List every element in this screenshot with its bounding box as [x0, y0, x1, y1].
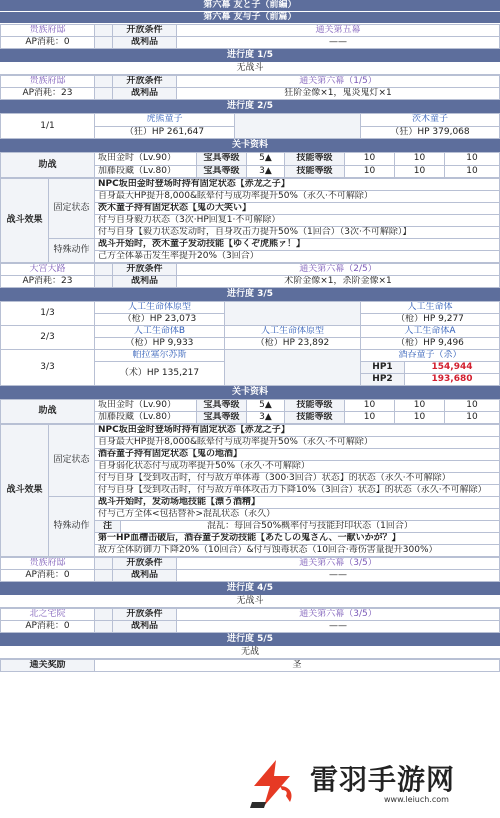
open-cond-label: 开放条件 [113, 609, 177, 621]
rewards-label: 战利品 [113, 570, 177, 582]
effect-line: 自身最大HP提升8,000&眩晕付与成功率提升50%（永久·不可解除） [95, 191, 500, 203]
battle-effect-label: 战斗效果 [1, 179, 49, 263]
open-cond-label: 开放条件 [113, 558, 177, 570]
enemy-hp: （枪）HP 9,933 [95, 338, 225, 350]
noble-level-label: 宝具等级 [197, 400, 247, 412]
chapter-title-jp: 第六幕 友と子（前編） [0, 0, 500, 12]
enemy-hp: （枪）HP 23,892 [225, 338, 361, 350]
effect-line: 茨木童子持有固定状态【鬼の大笑い】 [95, 203, 500, 215]
stage3-info [0, 263, 500, 288]
stage3-reward: 术阶金像×1，杀阶金像×1 [177, 276, 500, 288]
support-label: 助战 [1, 400, 95, 424]
open-cond-label: 开放条件 [113, 76, 177, 88]
skill-value: 10 [395, 165, 445, 178]
stage2-location[interactable]: 贵族府邸 [1, 76, 95, 88]
enemy-hp: （狂）HP 379,068 [361, 126, 500, 139]
stage3-location[interactable]: 大宫大路 [1, 264, 95, 276]
stage4-ap: AP消耗：0 [1, 570, 95, 582]
skill-level-label: 技能等级 [285, 400, 345, 412]
stage4-reward: —— [177, 570, 500, 582]
stage2-support [0, 152, 500, 178]
support-servant[interactable]: 加藤段藏（Lv.80） [95, 165, 197, 178]
fixed-state-label: 固定状态 [49, 179, 95, 239]
wave-label: 1/3 [1, 302, 95, 326]
clear-reward-row [0, 659, 500, 672]
site-url: www.leiuch.com [384, 795, 449, 804]
effect-line: 自身弱化状态付与成功率提升50%（永久·不可解除） [95, 461, 500, 473]
stage5-cond[interactable]: 通关第六幕（3/5） [177, 609, 500, 621]
np-level: 3▲ [247, 165, 285, 178]
enemy-hp: （术）HP 135,217 [95, 362, 225, 386]
enemy-hp: （枪）HP 9,277 [361, 314, 500, 326]
battle-effect-label: 战斗效果 [1, 425, 49, 557]
stage1-location[interactable]: 贵族府邸 [1, 25, 95, 37]
effect-line: 酒吞童子持有固定状态【鬼の地酒】 [95, 449, 500, 461]
enemy-name[interactable]: 人工生命体原型 [95, 302, 225, 314]
enemy-name[interactable]: 酒吞童子（杀） [361, 350, 500, 362]
enemy-name[interactable]: 虎熊童子 [95, 114, 235, 127]
effect-line: 付与自身【受到攻击时，付与敌方单体攻击力下降10%（3回合）状态】的状态（永久·不可解除） [95, 485, 500, 497]
stage1-cond[interactable]: 通关第五幕 [177, 25, 500, 37]
enemy-name[interactable]: 人工生命体 [361, 302, 500, 314]
skill-value: 10 [395, 412, 445, 424]
effect-line: 付与自身【受到攻击时，付与敌方单体毒（300·3回合）状态】的状态（永久·不可解除） [95, 473, 500, 485]
effect-line: 付与己方全体<包括替补>混乱状态（永久） [95, 509, 500, 521]
enemy-hp: （枪）HP 23,073 [95, 314, 225, 326]
np-level: 3▲ [247, 412, 285, 424]
site-name: 雷羽手游网 [310, 763, 456, 796]
rewards-label: 战利品 [113, 88, 177, 100]
stage2-wave: 1/1 [1, 114, 95, 139]
open-cond-label: 开放条件 [113, 25, 177, 37]
stage3-ap: AP消耗：23 [1, 276, 95, 288]
skill-level-label: 技能等级 [285, 153, 345, 166]
enemy-hp: （狂）HP 261,647 [95, 126, 235, 139]
enemy-name[interactable]: 人工生命体B [95, 326, 225, 338]
stage2-effects [0, 178, 500, 263]
stage1-ap: AP消耗：0 [1, 37, 95, 49]
skill-value: 10 [345, 153, 395, 166]
card-info-header: 关卡资料 [0, 386, 500, 399]
stage5-progress: 进行度 5/5 [0, 633, 500, 646]
chapter-title-cn: 第六幕 友与子（前篇） [0, 12, 500, 24]
stage4-cond[interactable]: 通关第六幕（3/5） [177, 558, 500, 570]
stage4-info [0, 557, 500, 582]
skill-value: 10 [445, 400, 500, 412]
enemy-name[interactable]: 人工生命体原型 [225, 326, 361, 338]
clear-reward-label: 通关奖励 [1, 660, 95, 672]
hp-bar-label: HP2 [361, 374, 405, 386]
stage2-info [0, 75, 500, 100]
skill-value: 10 [395, 400, 445, 412]
stage3-enemies [0, 301, 500, 386]
rewards-label: 战利品 [113, 37, 177, 49]
enemy-hp: （枪）HP 9,496 [361, 338, 500, 350]
stage1-nobattle: 无战斗 [0, 62, 500, 75]
skill-value: 10 [345, 400, 395, 412]
stage4-nobattle: 无战斗 [0, 595, 500, 608]
enemy-name[interactable]: 茨木童子 [361, 114, 500, 127]
stage3-cond[interactable]: 通关第六幕（2/5） [177, 264, 500, 276]
enemy-name[interactable]: 人工生命体A [361, 326, 500, 338]
clear-reward-value: 圣 [95, 660, 500, 672]
noble-level-label: 宝具等级 [197, 153, 247, 166]
stage5-location[interactable]: 北之宅院 [1, 609, 95, 621]
np-level: 5▲ [247, 400, 285, 412]
stage4-location[interactable]: 贵族府邸 [1, 558, 95, 570]
rewards-label: 战利品 [113, 621, 177, 633]
open-cond-label: 开放条件 [113, 264, 177, 276]
skill-value: 10 [445, 165, 500, 178]
skill-value: 10 [445, 412, 500, 424]
skill-value: 10 [345, 412, 395, 424]
skill-level-label: 技能等级 [285, 165, 345, 178]
support-servant[interactable]: 加藤段藏（Lv.80） [95, 412, 197, 424]
skill-value: 10 [345, 165, 395, 178]
effect-line: 敌方全体防御力下降20%（10回合）&付与蚀毒状态（10回合·毒伤害量提升300%） [95, 545, 500, 557]
support-servant[interactable]: 坂田金时（Lv.90） [95, 153, 197, 166]
stage5-reward: —— [177, 621, 500, 633]
stage2-cond[interactable]: 通关第六幕（1/5） [177, 76, 500, 88]
rewards-label: 战利品 [113, 276, 177, 288]
site-logo-icon [246, 756, 300, 810]
stage1-info [0, 24, 500, 49]
stage3-effects [0, 424, 500, 557]
site-watermark [242, 752, 492, 814]
fixed-state-label: 固定状态 [49, 425, 95, 497]
hp-bar-value: 154,944 [405, 362, 500, 374]
skill-value: 10 [395, 153, 445, 166]
stage5-info [0, 608, 500, 633]
hp-bar-label: HP1 [361, 362, 405, 374]
wave-label: 3/3 [1, 350, 95, 386]
support-servant[interactable]: 坂田金时（Lv.90） [95, 400, 197, 412]
stage4-progress: 进行度 4/5 [0, 582, 500, 595]
wave-label: 2/3 [1, 326, 95, 350]
card-info-header: 关卡资料 [0, 139, 500, 152]
noble-level-label: 宝具等级 [197, 165, 247, 178]
effect-line: NPC坂田金时登场时持有固定状态【赤龙之子】 [95, 425, 500, 437]
note-label: 注 [95, 521, 121, 533]
effect-line: 自身最大HP提升8,000&眩晕付与成功率提升50%（永久·不可解除） [95, 437, 500, 449]
stage1-reward: —— [177, 37, 500, 49]
effect-line: 付与自身【毅力状态发动时，自身攻击力提升50%（1回合）（3次·不可解除）】 [95, 227, 500, 239]
stage2-ap: AP消耗：23 [1, 88, 95, 100]
note-text: 混乱：每回合50%概率付与技能封印状态（1回合） [121, 521, 500, 533]
skill-value: 10 [445, 153, 500, 166]
effect-line: 第一HP血槽击破后，酒吞童子发动技能【あたしの鬼さん、一献いかが？】 [95, 533, 500, 545]
stage3-support [0, 399, 500, 424]
hp-bar-value: 193,680 [405, 374, 500, 386]
effect-line: 付与自身毅力状态（3次·HP回复1·不可解除） [95, 215, 500, 227]
skill-level-label: 技能等级 [285, 412, 345, 424]
stage2-reward: 狂阶金像×1，鬼炎鬼灯×1 [177, 88, 500, 100]
effect-line: 战斗开始时，发动场地技能【漂う酒精】 [95, 497, 500, 509]
np-level: 5▲ [247, 153, 285, 166]
stage1-progress: 进行度 1/5 [0, 49, 500, 62]
stage3-progress: 进行度 3/5 [0, 288, 500, 301]
effect-line: 战斗开始时，茨木童子发动技能【ゆくぞ虎熊ァ！】 [95, 239, 500, 251]
stage2-progress: 进行度 2/5 [0, 100, 500, 113]
enemy-name[interactable]: 帕拉塞尔苏斯 [95, 350, 225, 362]
stage5-nobattle: 无战 [0, 646, 500, 659]
effect-line: NPC坂田金时登场时持有固定状态【赤龙之子】 [95, 179, 500, 191]
special-action-label: 特殊动作 [49, 497, 95, 557]
special-action-label: 特殊动作 [49, 239, 95, 263]
stage2-enemies [0, 113, 500, 139]
support-label: 助战 [1, 153, 95, 178]
effect-line: 己方全体暴击发生率提升20%（3回合） [95, 251, 500, 263]
stage5-ap: AP消耗：0 [1, 621, 95, 633]
noble-level-label: 宝具等级 [197, 412, 247, 424]
